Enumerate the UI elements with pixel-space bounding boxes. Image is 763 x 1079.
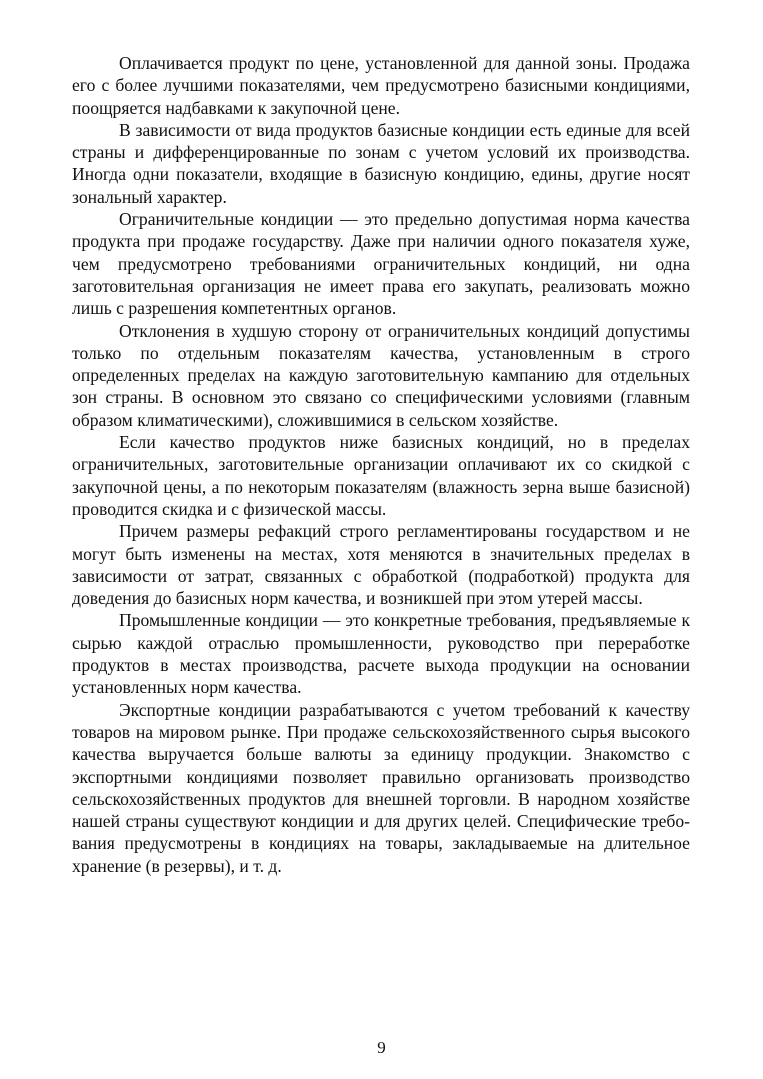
paragraph-industrial-conditions: Промышленные кондиции — это конкретные требования, предъявляемые к сырью каждой отраслью промышленности, руководство при переработке продуктов в местах производства, расчете выхода продукции на основании установленных норм качества. <box>72 610 690 698</box>
paragraph-quality-below-basic: Если качество продуктов ниже базисных кондиций, но в пределах ограничительных, заготовительные организации оплачивают их со скидкой с закупочной цены, а по некоторым показателям (влажность зерна выше базисной) проводится скидка и с физической массы. <box>72 432 690 519</box>
document-page <box>72 52 690 877</box>
paragraph-export-conditions: Экспортные кондиции разрабатываются с учетом требований к качеству товаров на мировом рынке. При продаже сельскохозяйственного сырья высокого качества выручается больше валюты за единицу продукции. Знакомство с экспортными кондициями позволяет правильно организовать производство сельскохозяйственных продуктов для внешней торговли. В народном хозяйстве нашей страны существуют кондиции и для других целей. Специфические требования предусмотрены в кондициях на товары, закладываемые на длительное хранение (в резервы), и т. д. <box>72 699 690 876</box>
paragraph-deviations: Отклонения в худшую сторону от ограничительных кондиций допустимы только по отдельным показателям качества, установленным в строго определенных пределах на каждую заготовительную кампанию для отдельных зон страны. В основном это связано со специфическими условиями (главным образом климатическими), сложившимися в сельском хозяйстве. <box>72 320 690 430</box>
paragraph-refactions: Причем размеры рефакций строго регламентированы государством и не могут быть изменены на местах, хотя меняются в значительных пределах в зависимости от затрат, связанных с обработкой (подработкой) продукта для доведения до базисных норм качества, и возникшей при этом утерей массы. <box>72 521 690 609</box>
paragraph-limiting-conditions: Ограничительные кондиции — это предельно допустимая норма качества продукта при продаже государству. Даже при наличии одного показателя хуже, чем предусмотрено требованиями ограничительных кондиций, ни одна заготовительная организация не имеет права его закупать, реализовать можно лишь с разрешения компетентных органов. <box>72 209 690 319</box>
paragraph-payment: Оплачивается продукт по цене, установленной для данной зоны. Продажа его с более лучшими показателями, чем предусмотрено базисными кондициями, поощряется надбавками к закупочной цене. <box>72 53 690 118</box>
page-number: 9 <box>377 1038 386 1057</box>
paragraph-basic-conditions: В зависимости от вида продуктов базисные кондиции есть единые для всей страны и дифференцированные по зонам с учетом условий их производства. Иногда одни показатели, входящие в базисную кондицию, едины, другие носят зональный характер. <box>72 119 690 207</box>
